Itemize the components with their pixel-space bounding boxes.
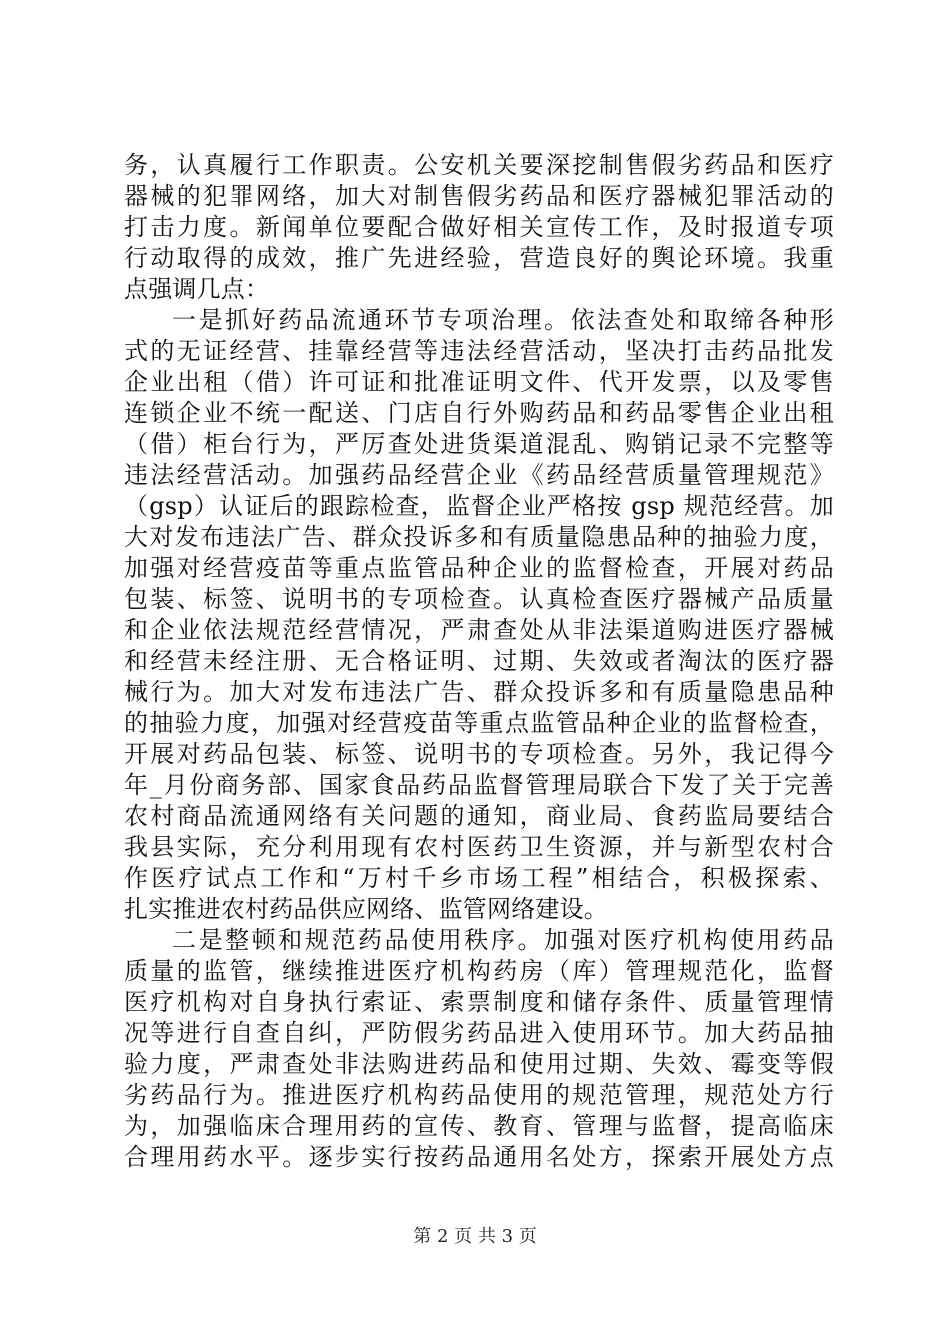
text-line: 行动取得的成效，推广先进经验，营造良好的舆论环境。我重 xyxy=(124,244,834,272)
text-line: 二是整顿和规范药品使用秩序。加强对医疗机构使用药品 xyxy=(172,926,834,954)
text-line: 式的无证经营、挂靠经营等违法经营活动，坚决打击药品批发 xyxy=(124,337,834,365)
text-line: 一是抓好药品流通环节专项治理。依法查处和取缔各种形 xyxy=(172,306,834,334)
text-line: 器械的犯罪网络，加大对制售假劣药品和医疗器械犯罪活动的 xyxy=(124,182,834,210)
text-line: 械行为。加大对发布违法广告、群众投诉多和有质量隐患品种 xyxy=(124,678,834,706)
text-line: 况等进行自查自纠，严防假劣药品进入使用环节。加大药品抽 xyxy=(124,1019,834,1047)
text-line: 违法经营活动。加强药品经营企业《药品经营质量管理规范》 xyxy=(124,461,834,489)
page-footer: 第 2 页 共 3 页 xyxy=(413,1226,537,1247)
text-line: （借）柜台行为，严厉查处进货渠道混乱、购销记录不完整等 xyxy=(124,430,834,458)
text-line: 年_月份商务部、国家食品药品监督管理局联合下发了关于完善 xyxy=(124,771,834,799)
text-line: 验力度，严肃查处非法购进药品和使用过期、失效、霉变等假 xyxy=(124,1050,834,1078)
text-line: 点强调几点： xyxy=(124,275,270,303)
text-line: 和经营未经注册、无合格证明、过期、失效或者淘汰的医疗器 xyxy=(124,647,834,675)
text-line: 开展对药品包装、标签、说明书的专项检查。另外，我记得今 xyxy=(124,740,834,768)
text-line: 农村商品流通网络有关问题的通知，商业局、食药监局要结合 xyxy=(124,802,834,830)
text-line: 质量的监管，继续推进医疗机构药房（库）管理规范化，监督 xyxy=(124,957,834,985)
text-line: 企业出租（借）许可证和批准证明文件、代开发票，以及零售 xyxy=(124,368,834,396)
text-line: 我县实际，充分利用现有农村医药卫生资源，并与新型农村合 xyxy=(124,833,834,861)
text-line: 合理用药水平。逐步实行按药品通用名处方，探索开展处方点 xyxy=(124,1143,834,1171)
text-line: 务，认真履行工作职责。公安机关要深挖制售假劣药品和医疗 xyxy=(124,151,834,179)
text-line: 包装、标签、说明书的专项检查。认真检查医疗器械产品质量 xyxy=(124,585,834,613)
text-line: 扎实推进农村药品供应网络、监管网络建设。 xyxy=(124,895,608,923)
text-line: 大对发布违法广告、群众投诉多和有质量隐患品种的抽验力度， xyxy=(124,523,834,551)
text-line: 打击力度。新闻单位要配合做好相关宣传工作，及时报道专项 xyxy=(124,213,834,241)
text-line: （gsp）认证后的跟踪检查，监督企业严格按 gsp 规范经营。加 xyxy=(124,492,834,520)
text-line: 劣药品行为。推进医疗机构药品使用的规范管理，规范处方行 xyxy=(124,1081,834,1109)
text-line: 作医疗试点工作和“万村千乡市场工程”相结合，积极探索、 xyxy=(124,864,834,892)
text-line: 的抽验力度，加强对经营疫苗等重点监管品种企业的监督检查， xyxy=(124,709,834,737)
text-line: 和企业依法规范经营情况，严肃查处从非法渠道购进医疗器械 xyxy=(124,616,834,644)
text-line: 医疗机构对自身执行索证、索票制度和储存条件、质量管理情 xyxy=(124,988,834,1016)
text-line: 加强对经营疫苗等重点监管品种企业的监督检查，开展对药品 xyxy=(124,554,834,582)
text-line: 连锁企业不统一配送、门店自行外购药品和药品零售企业出租 xyxy=(124,399,834,427)
body-text xyxy=(124,150,834,1173)
text-line: 为，加强临床合理用药的宣传、教育、管理与监督，提高临床 xyxy=(124,1112,834,1140)
